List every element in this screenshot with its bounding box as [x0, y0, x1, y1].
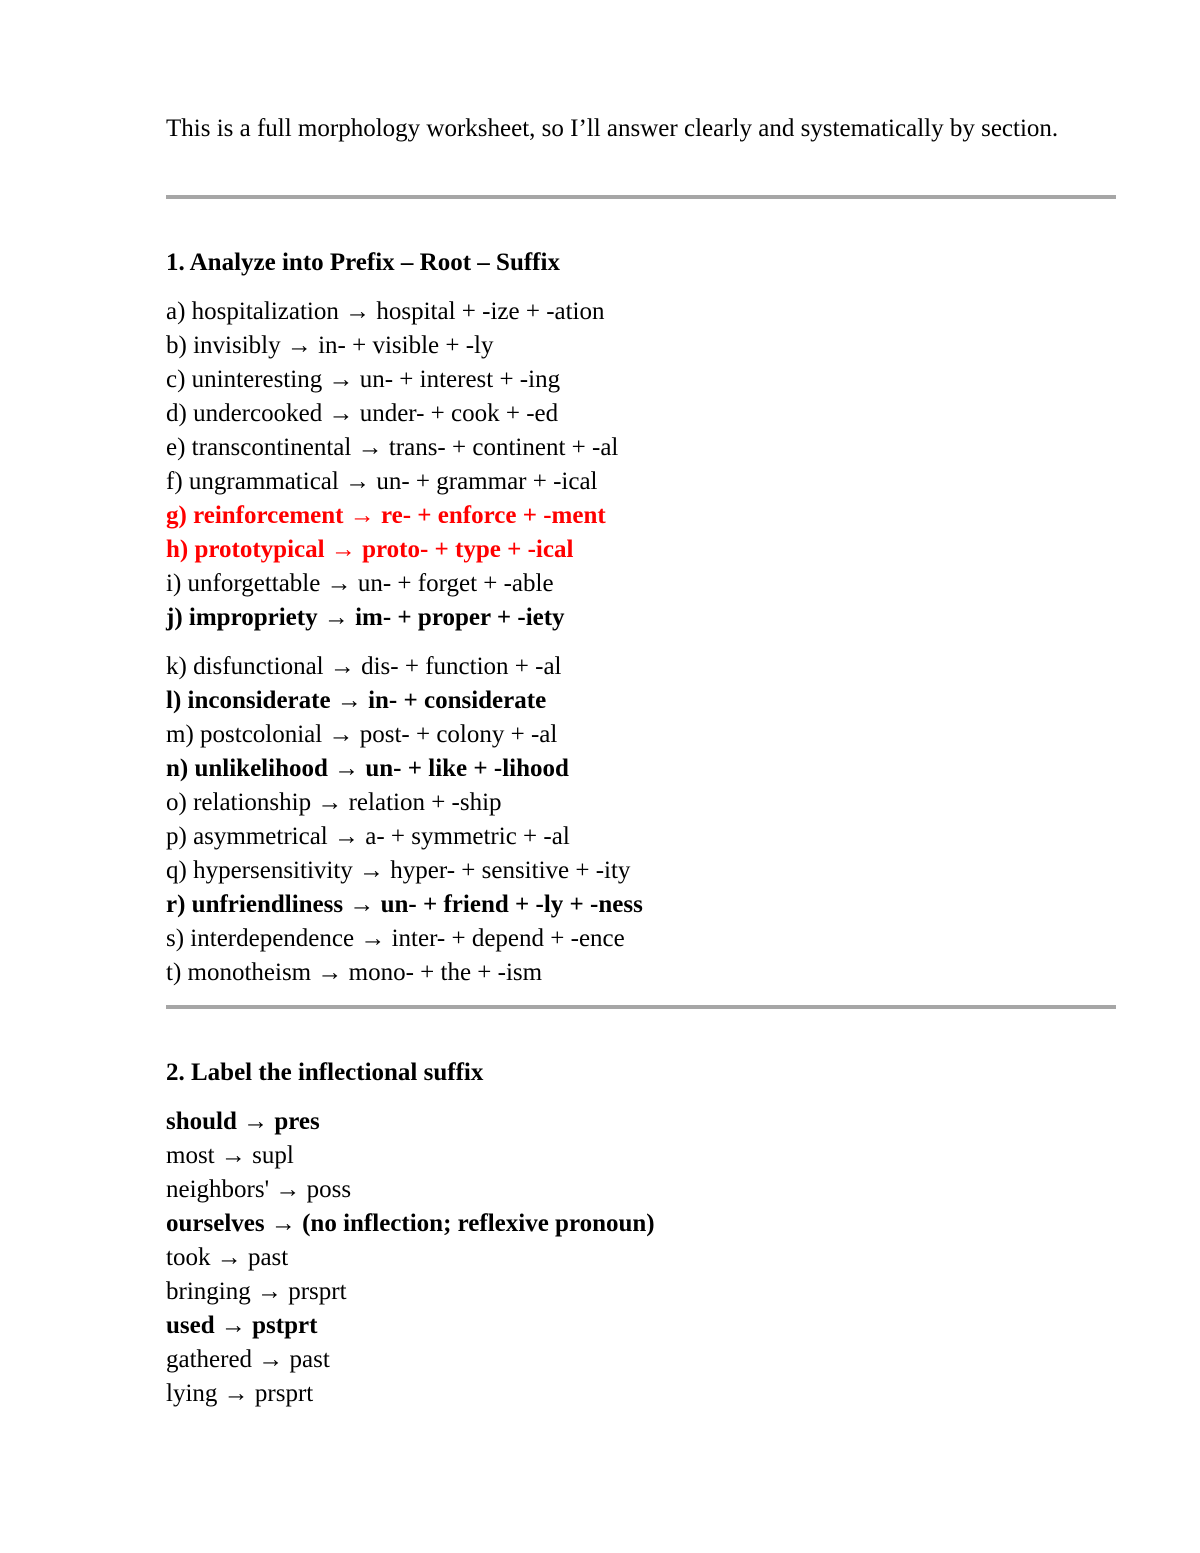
section2-answer-list	[166, 1105, 655, 1411]
answer-item: took → past	[166, 1244, 289, 1271]
answer-item: neighbors' → poss	[166, 1176, 352, 1203]
intro-paragraph: This is a full morphology worksheet, so I’ll answer clearly and systematically by section.	[166, 115, 1059, 142]
answer-item: i) unforgettable → un- + forget + -able	[166, 570, 554, 597]
answer-item: gathered → past	[166, 1346, 330, 1373]
answer-item: j) impropriety → im- + proper + -iety	[166, 604, 565, 631]
answer-item: f) ungrammatical → un- + grammar + -ical	[166, 468, 598, 495]
answer-item: o) relationship → relation + -ship	[166, 789, 502, 816]
section1-heading: 1. Analyze into Prefix – Root – Suffix	[166, 249, 560, 276]
section-divider	[166, 195, 1116, 199]
answer-item: most → supl	[166, 1142, 294, 1169]
answer-item: p) asymmetrical → a- + symmetric + -al	[166, 823, 570, 850]
answer-item: lying → prsprt	[166, 1380, 314, 1407]
answer-item: k) disfunctional → dis- + function + -al	[166, 653, 562, 680]
answer-item: s) interdependence → inter- + depend + -ence	[166, 925, 625, 952]
answer-item: used → pstprt	[166, 1312, 318, 1339]
section-divider	[166, 1005, 1116, 1009]
answer-item: r) unfriendliness → un- + friend + -ly + -ness	[166, 891, 643, 918]
section2-heading: 2. Label the inflectional suffix	[166, 1059, 484, 1086]
section1-answer-list	[166, 295, 643, 990]
answer-item: bringing → prsprt	[166, 1278, 347, 1305]
answer-item: q) hypersensitivity → hyper- + sensitive + -ity	[166, 857, 631, 884]
answer-item: m) postcolonial → post- + colony + -al	[166, 721, 558, 748]
answer-item: n) unlikelihood → un- + like + -lihood	[166, 755, 569, 782]
answer-item: b) invisibly → in- + visible + -ly	[166, 332, 494, 359]
answer-item: ourselves → (no inflection; reflexive pronoun)	[166, 1210, 655, 1237]
answer-item: l) inconsiderate → in- + considerate	[166, 687, 547, 714]
answer-item: g) reinforcement → re- + enforce + -ment	[166, 502, 606, 529]
answer-item: a) hospitalization → hospital + -ize + -ation	[166, 298, 605, 325]
answer-item: should → pres	[166, 1108, 320, 1135]
answer-item: d) undercooked → under- + cook + -ed	[166, 400, 559, 427]
answer-item: h) prototypical → proto- + type + -ical	[166, 536, 574, 563]
answer-item: c) uninteresting → un- + interest + -ing	[166, 366, 561, 393]
answer-item: t) monotheism → mono- + the + -ism	[166, 959, 543, 986]
answer-item: e) transcontinental → trans- + continent + -al	[166, 434, 619, 461]
